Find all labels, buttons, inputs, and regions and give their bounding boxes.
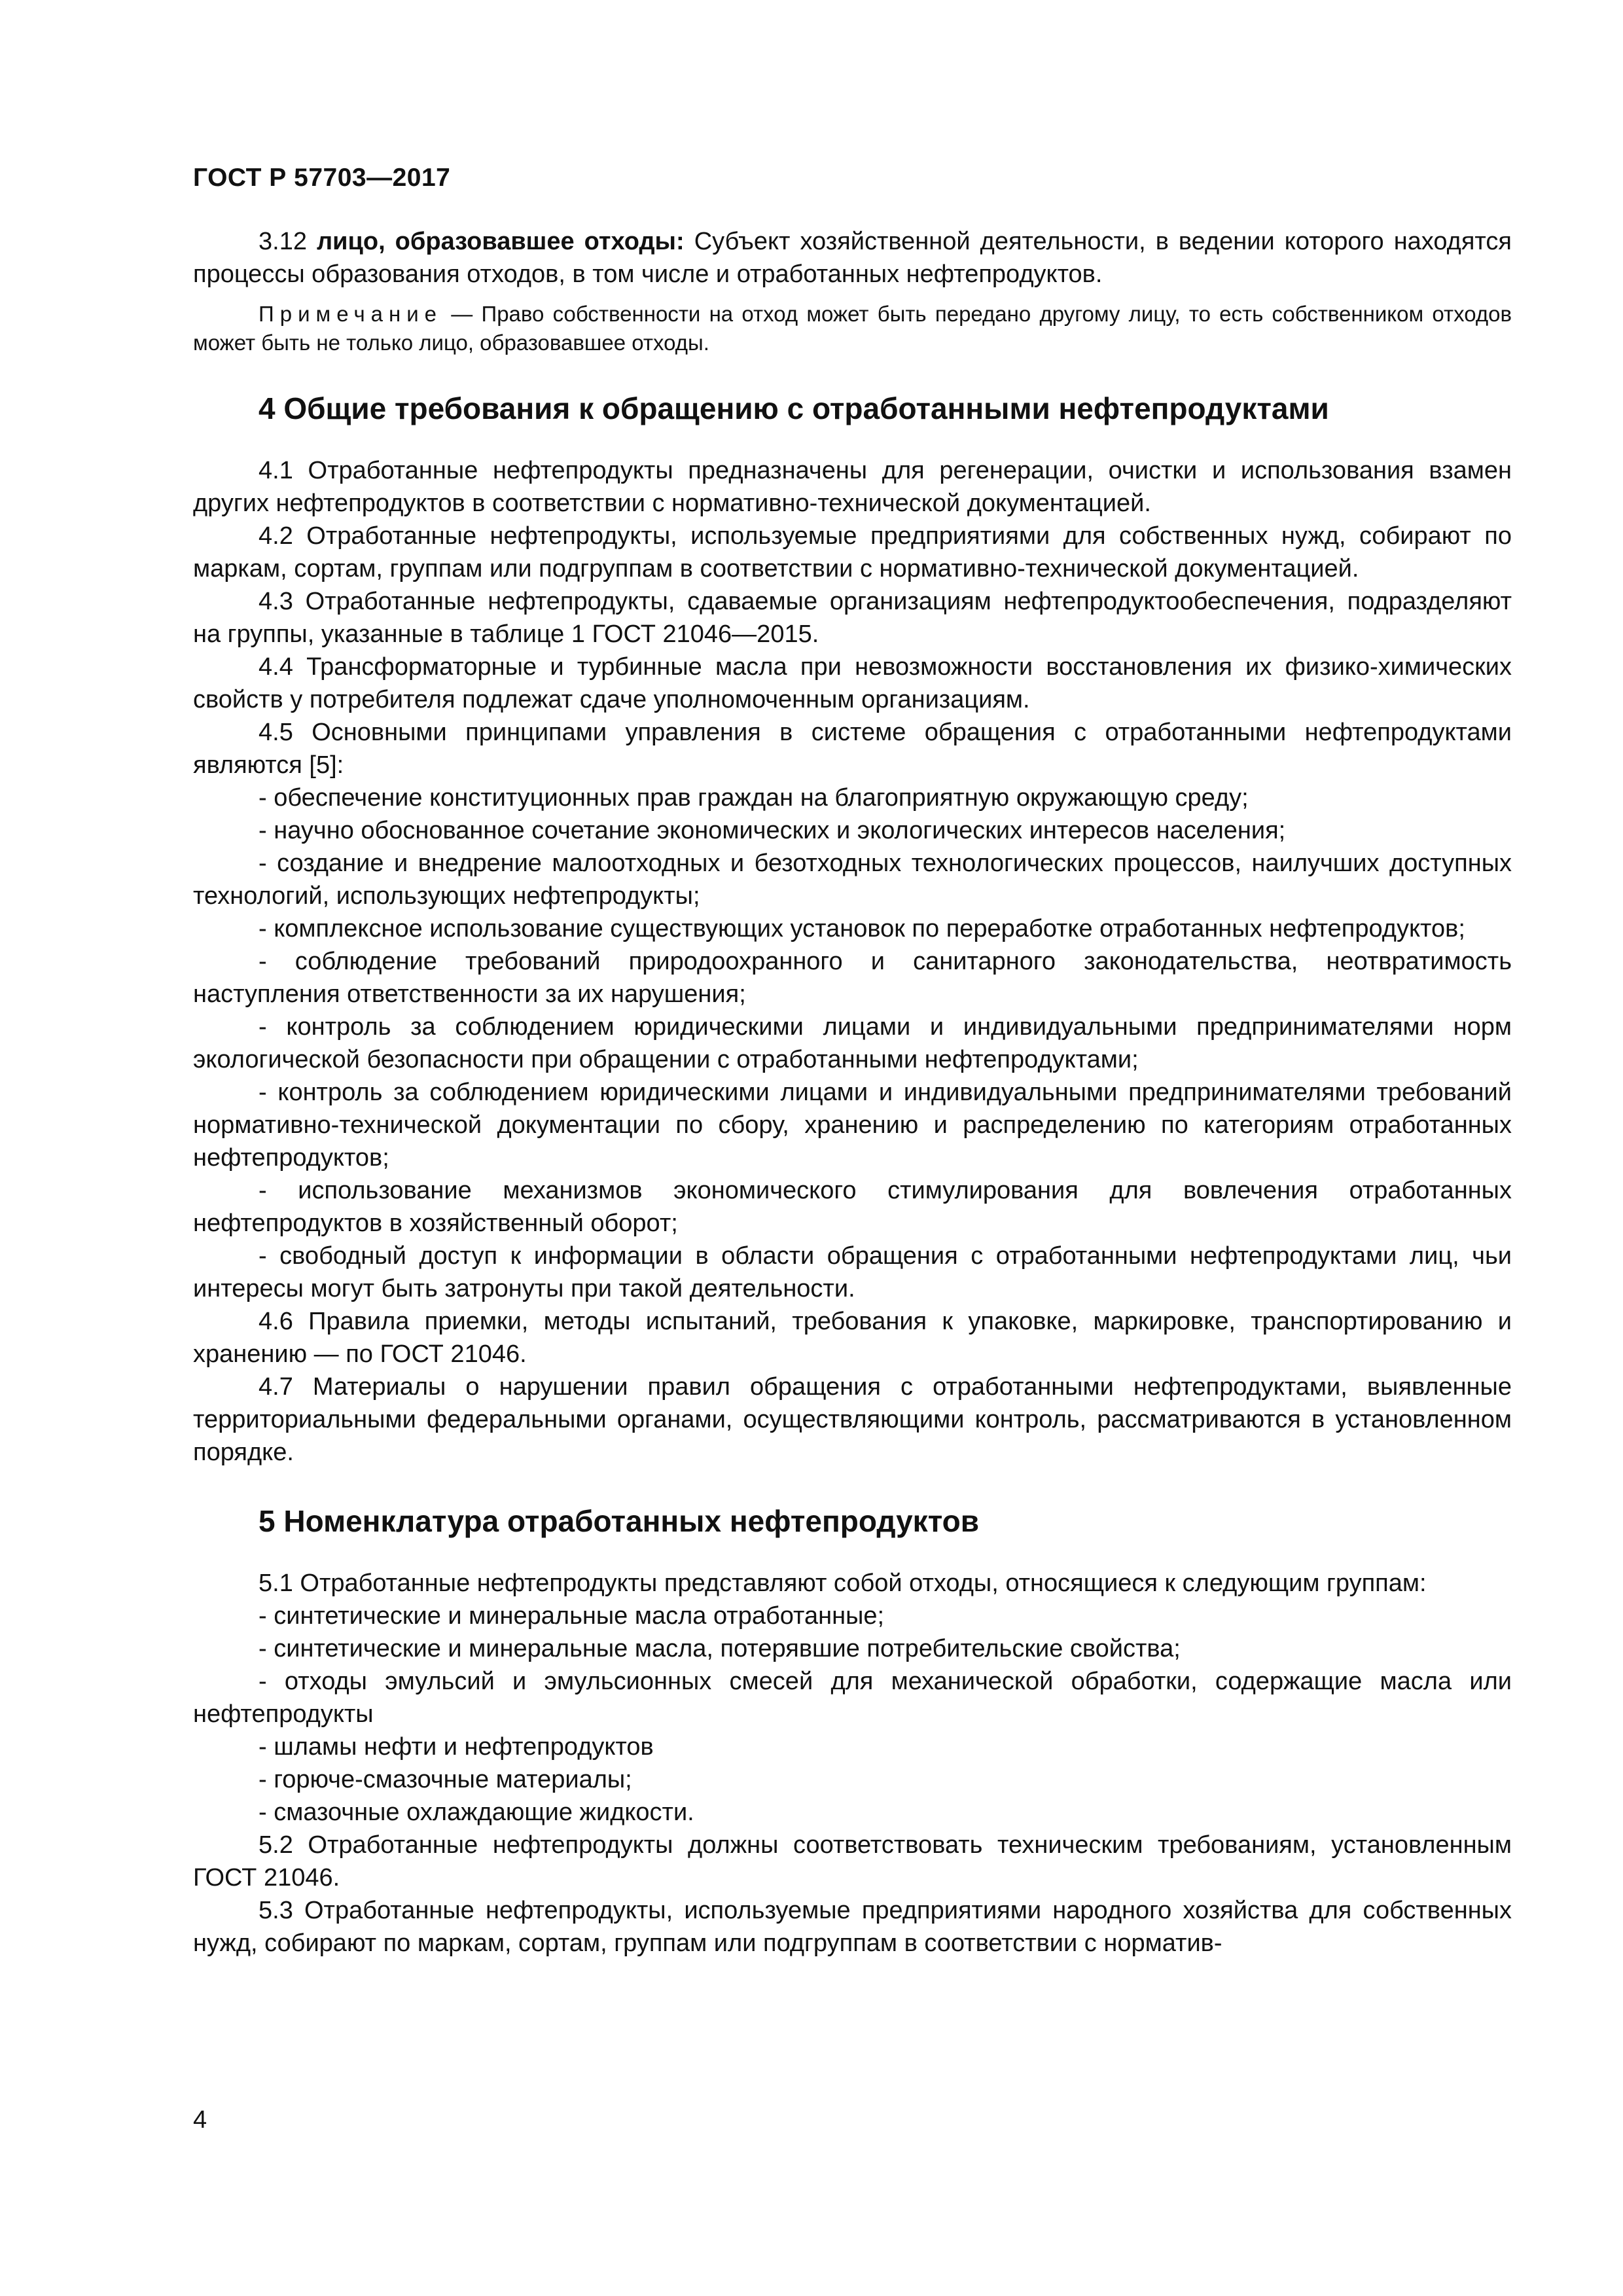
- standard-header: ГОСТ Р 57703—2017: [193, 164, 451, 192]
- list-item: - создание и внедрение малоотходных и безотходных технологических процессов, наилучших доступных технологий, использующих нефтепродукты;: [193, 850, 1512, 910]
- section-4-title: 4 Общие требования к обращению с отработанными нефтепродуктами: [259, 391, 1329, 425]
- paragraph-5-2: 5.2 Отработанные нефтепродукты должны соответствовать техническим требованиям, установленным ГОСТ 21046.: [193, 1831, 1512, 1892]
- list-item: - синтетические и минеральные масла, потерявшие потребительские свойства;: [259, 1635, 1181, 1662]
- list-item: - использование механизмов экономического стимулирования для вовлечения отработанных нефтепродуктов в хозяйственный оборот;: [193, 1177, 1512, 1237]
- paragraph-4-2: 4.2 Отработанные нефтепродукты, используемые предприятиями для собственных нужд, собирают по маркам, сортам, группам или подгруппам в соответствии с нормативно-технической документацией.: [193, 522, 1512, 583]
- definition-3-12: [193, 225, 1512, 291]
- paragraph-4-3: 4.3 Отработанные нефтепродукты, сдаваемые организациям нефтепродуктообеспечения, подразделяют на группы, указанные в таблице 1 ГОСТ 21046—2015.: [193, 588, 1512, 648]
- list-item: - горюче-смазочные материалы;: [259, 1766, 632, 1793]
- list-item: - научно обоснованное сочетание экономических и экологических интересов населения;: [259, 817, 1286, 844]
- definition-number: 3.12: [259, 228, 307, 255]
- list-item: - шламы нефти и нефтепродуктов: [259, 1733, 654, 1761]
- paragraph-4-6: 4.6 Правила приемки, методы испытаний, требования к упаковке, маркировке, транспортированию и хранению — по ГОСТ 21046.: [193, 1308, 1512, 1368]
- list-item: - контроль за соблюдением юридическими лицами и индивидуальными предпринимателями норм экологической безопасности при обращении с отработанными нефтепродуктами;: [193, 1013, 1512, 1073]
- list-item: - отходы эмульсий и эмульсионных смесей для механической обработки, содержащие масла или нефтепродукты: [193, 1668, 1512, 1728]
- list-item: - синтетические и минеральные масла отработанные;: [259, 1602, 885, 1630]
- page-number: 4: [193, 2106, 207, 2134]
- paragraph-4-1: 4.1 Отработанные нефтепродукты предназначены для регенерации, очистки и использования взамен других нефтепродуктов в соответствии с нормативно-технической документацией.: [193, 457, 1512, 517]
- list-item: - свободный доступ к информации в области обращения с отработанными нефтепродуктами лиц, чьи интересы могут быть затронуты при такой деятельности.: [193, 1242, 1512, 1302]
- paragraph-4-7: 4.7 Материалы о нарушении правил обращения с отработанными нефтепродуктами, выявленные территориальными федеральными органами, осуществляющими контроль, рассматриваются в установленном порядке.: [193, 1373, 1512, 1466]
- list-item: - смазочные охлаждающие жидкости.: [259, 1799, 694, 1826]
- list-item: - обеспечение конституционных прав граждан на благоприятную окружающую среду;: [259, 784, 1249, 812]
- section-5-title: 5 Номенклатура отработанных нефтепродуктов: [259, 1504, 979, 1538]
- note: [193, 300, 1512, 357]
- list-item: - комплексное использование существующих установок по переработке отработанных нефтепродуктов;: [259, 915, 1465, 942]
- list-item: - соблюдение требований природоохранного и санитарного законодательства, неотвратимость наступления ответственности за их нарушения;: [193, 948, 1512, 1008]
- paragraph-4-4: 4.4 Трансформаторные и турбинные масла при невозможности восстановления их физико-химических свойств у потребителя подлежат сдаче уполномоченным организациям.: [193, 653, 1512, 713]
- paragraph-4-5: 4.5 Основными принципами управления в системе обращения с отработанными нефтепродуктами являются [5]:: [193, 719, 1512, 779]
- document-page: [193, 164, 1512, 1960]
- definition-term: лицо, образовавшее отходы:: [317, 228, 685, 255]
- paragraph-5-3: 5.3 Отработанные нефтепродукты, используемые предприятиями народного хозяйства для собственных нужд, собирают по маркам, сортам, группам или подгруппам в соответствии с норматив-: [193, 1897, 1512, 1957]
- definition-text: Субъект хозяйственной деятельности, в ведении которого находятся процессы образования отходов, в том числе и отработанных нефтепродуктов.: [193, 228, 1512, 288]
- note-label: Примечание: [259, 302, 443, 326]
- note-text: — Право собственности на отход может быть передано другому лицу, то есть собственником отходов может быть не только лицо, образовавшее отходы.: [193, 302, 1512, 355]
- list-item: - контроль за соблюдением юридическими лицами и индивидуальными предпринимателями требований нормативно-технической документации по сбору, хранению и распределению по категориям отработанных нефтепродуктов;: [193, 1079, 1512, 1172]
- paragraph-5-1: 5.1 Отработанные нефтепродукты представляют собой отходы, относящиеся к следующим группам:: [259, 1570, 1427, 1597]
